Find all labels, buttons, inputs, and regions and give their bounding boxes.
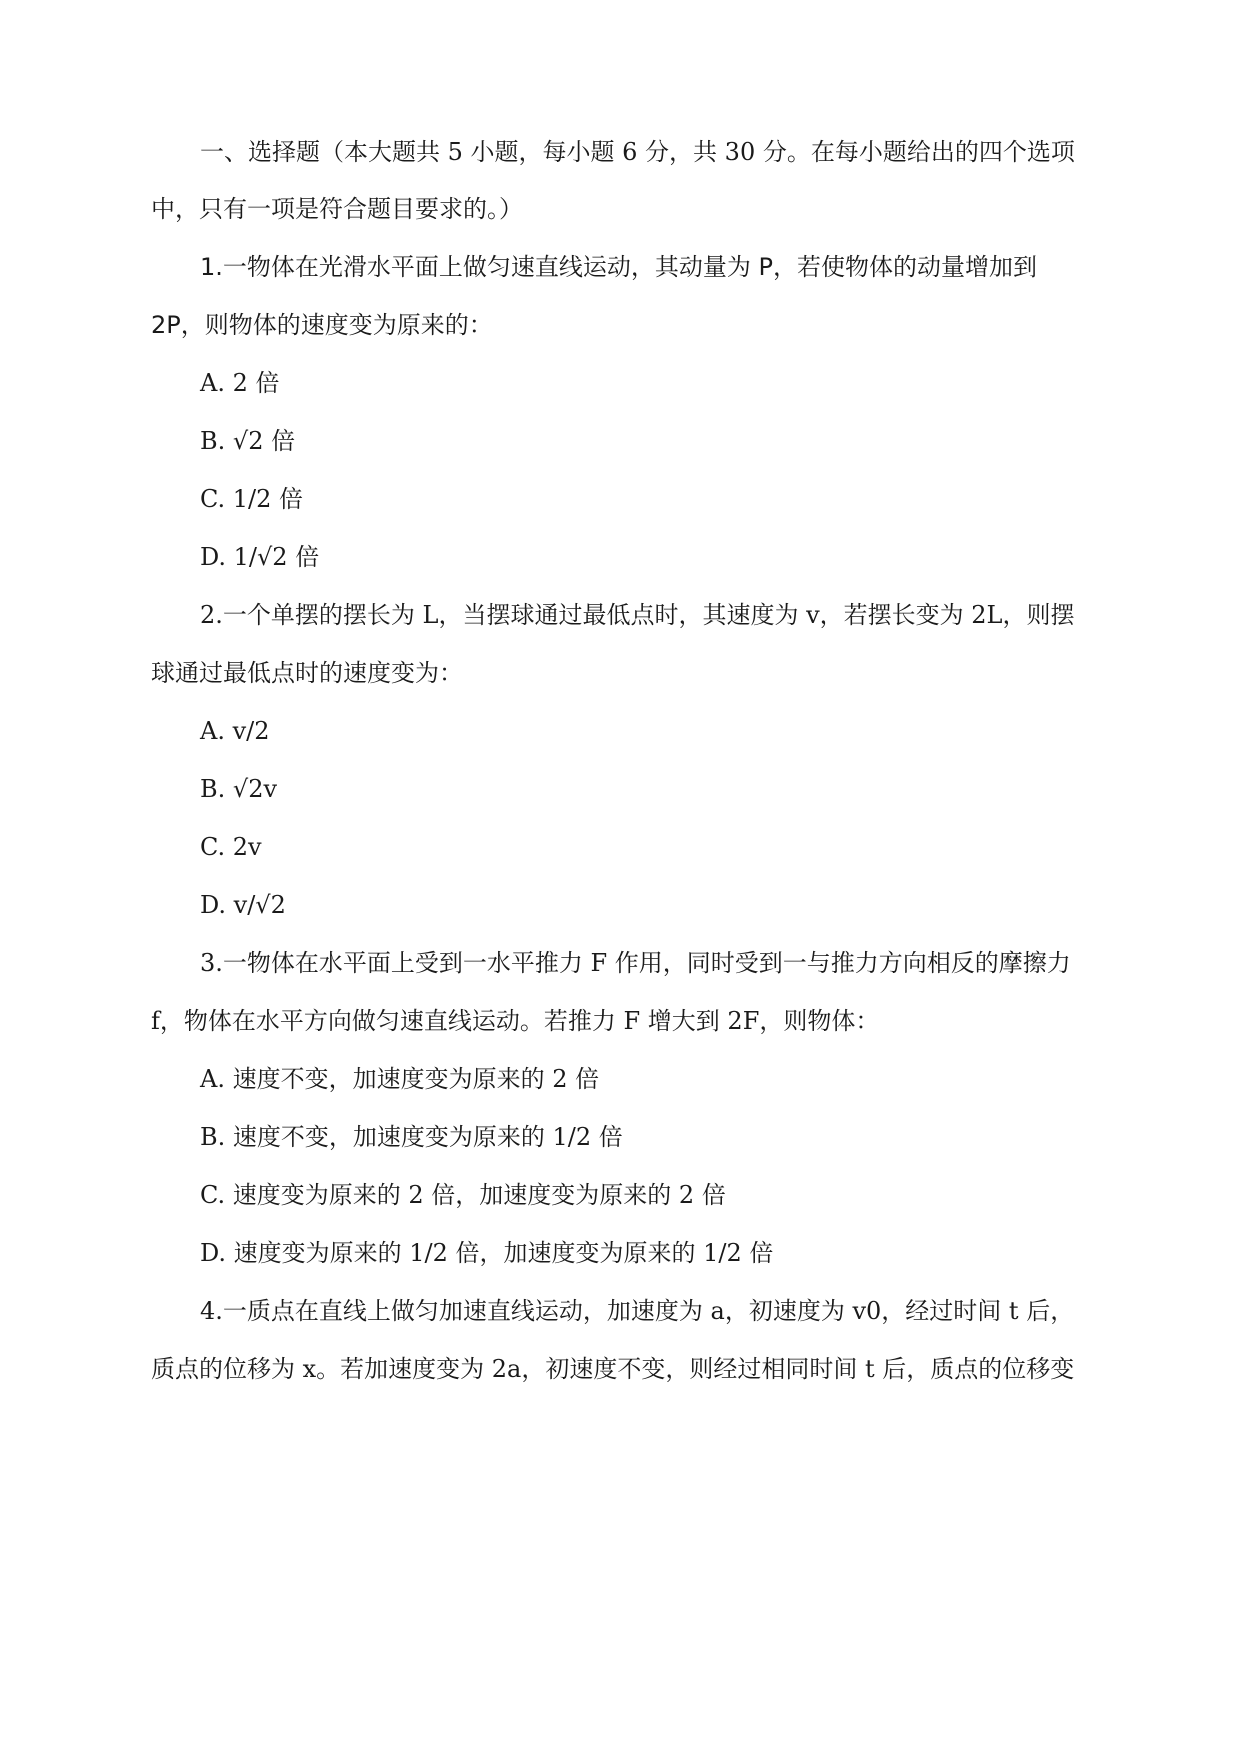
question-3-option-c: C. 速度变为原来的 2 倍，加速度变为原来的 2 倍 [200,1181,726,1209]
question-1-stem-line-1: 1.一物体在光滑水平面上做匀速直线运动，其动量为 P，若使物体的动量增加到 [200,253,1037,281]
question-2-stem-line-2: 球通过最低点时的速度变为： [151,659,463,687]
question-2-option-d: D. v/√2 [200,891,286,919]
question-1-option-d: D. 1/√2 倍 [200,543,320,571]
question-1-stem-line-2: 2P，则物体的速度变为原来的： [151,311,493,339]
section-header-line-2: 中，只有一项是符合题目要求的。） [151,195,523,223]
question-2-stem-line-1: 2.一个单摆的摆长为 L，当摆球通过最低点时，其速度为 v，若摆长变为 2L，则摆 [200,601,1075,629]
question-3-option-b: B. 速度不变，加速度变为原来的 1/2 倍 [200,1123,623,1151]
question-1-option-a: A. 2 倍 [200,369,280,397]
question-2-option-a: A. v/2 [200,717,270,745]
question-2-option-c: C. 2v [200,833,262,861]
question-3-option-a: A. 速度不变，加速度变为原来的 2 倍 [200,1065,600,1093]
question-4-stem-line-1: 4.一质点在直线上做匀加速直线运动，加速度为 a，初速度为 v0，经过时间 t 后， [200,1297,1075,1325]
question-3-stem-line-1: 3.一物体在水平面上受到一水平推力 F 作用，同时受到一与推力方向相反的摩擦力 [200,949,1071,977]
question-1-option-c: C. 1/2 倍 [200,485,304,513]
question-2-option-b: B. √2v [200,775,278,803]
question-4-stem-line-2: 质点的位移为 x。若加速度变为 2a，初速度不变，则经过相同时间 t 后，质点的位移变 [151,1355,1075,1383]
section-header-line-1: 一、选择题（本大题共 5 小题，每小题 6 分，共 30 分。在每小题给出的四个选项 [200,138,1075,166]
question-3-option-d: D. 速度变为原来的 1/2 倍，加速度变为原来的 1/2 倍 [200,1239,774,1267]
question-3-stem-line-2: f，物体在水平方向做匀速直线运动。若推力 F 增大到 2F，则物体： [151,1007,880,1035]
question-1-option-b: B. √2 倍 [200,427,296,455]
